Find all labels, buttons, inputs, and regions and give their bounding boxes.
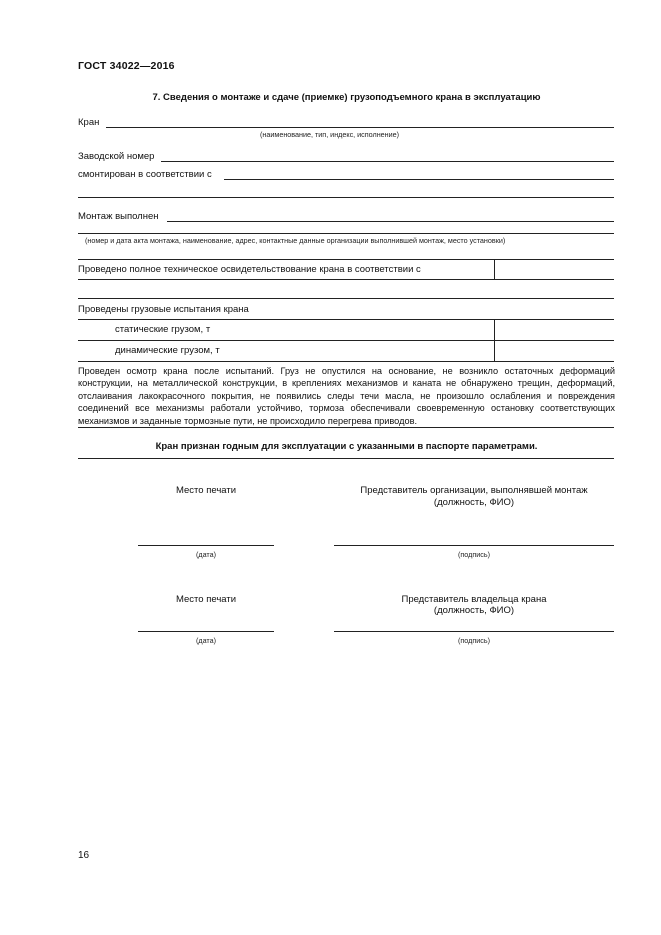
table-divider-1	[494, 259, 495, 279]
installation-field-line[interactable]	[167, 221, 614, 222]
signature-line-1[interactable]	[334, 545, 614, 546]
table-row-line-1	[78, 279, 614, 280]
section-title: 7. Сведения о монтаже и сдаче (приемке) грузоподъемного крана в эксплуатацию	[152, 92, 541, 103]
installation-label: Монтаж выполнен	[78, 211, 159, 222]
installer-rep-subtitle: (должность, ФИО)	[433, 497, 515, 508]
serial-number-label: Заводской номер	[78, 151, 155, 162]
signature-hint-2: (подпись)	[458, 636, 490, 645]
table-row-line-3	[78, 319, 614, 320]
verdict-bottom-line	[78, 458, 614, 459]
installation-hint: (номер и дата акта монтажа, наименование, адрес, контактные данные организации выполнившей монтаж, место установки)	[85, 236, 506, 245]
serial-number-field-line[interactable]	[161, 161, 614, 162]
date-line-2[interactable]	[138, 631, 274, 632]
load-tests-label: Проведены грузовые испытания крана	[78, 304, 249, 315]
installer-rep-title: Представитель организации, выполнявшей монтаж	[360, 485, 588, 496]
crane-hint: (наименование, тип, индекс, исполнение)	[260, 130, 400, 139]
table-row-line-2	[78, 298, 614, 299]
installation-field-line-2[interactable]	[78, 233, 614, 234]
document-standard-header: ГОСТ 34022—2016	[78, 60, 175, 72]
table-row-line-4	[78, 340, 614, 341]
owner-rep-title: Представитель владельца крана	[401, 594, 547, 605]
inspection-paragraph: Проведен осмотр крана после испытаний. Груз не опустился на основание, не возникло остаточных деформаций конструкции, на металлической конструкции, в креплениях механизмов и каната не обнаружено трещин, деформаций, отслаивания лакокрасочного покрытия, не появились следы течи масла, не произошло ослабления и повреждения соединений все механизмы работали устойчиво, тормоза обеспечивали своевременную остановку соответствующих механизмов и заданные тормозные пути, не происходило перегрева приводов.	[78, 366, 615, 426]
stamp-place-2: Место печати	[175, 594, 236, 605]
mounted-field-line[interactable]	[224, 179, 614, 180]
dynamic-load-label: динамические грузом, т	[115, 345, 220, 356]
date-hint-2: (дата)	[195, 636, 217, 645]
verdict-text: Кран признан годным для эксплуатации с указанными в паспорте параметрами.	[155, 441, 538, 452]
signature-hint-1: (подпись)	[458, 550, 490, 559]
table-bottom-border	[78, 361, 614, 362]
table-top-border	[78, 259, 614, 260]
date-hint-1: (дата)	[195, 550, 217, 559]
date-line-1[interactable]	[138, 545, 274, 546]
paragraph-bottom-line	[78, 427, 614, 428]
mounted-label: смонтирован в соответствии с	[78, 169, 212, 180]
crane-field-line[interactable]	[106, 127, 614, 128]
owner-rep-subtitle: (должность, ФИО)	[433, 605, 515, 616]
static-load-label: статические грузом, т	[115, 324, 211, 335]
mounted-field-line-2[interactable]	[78, 197, 614, 198]
full-exam-label: Проведено полное техническое освидетельствование крана в соответствии с	[78, 264, 421, 275]
page-number: 16	[78, 850, 90, 861]
crane-label: Кран	[78, 117, 100, 128]
signature-line-2[interactable]	[334, 631, 614, 632]
stamp-place-1: Место печати	[175, 485, 236, 496]
